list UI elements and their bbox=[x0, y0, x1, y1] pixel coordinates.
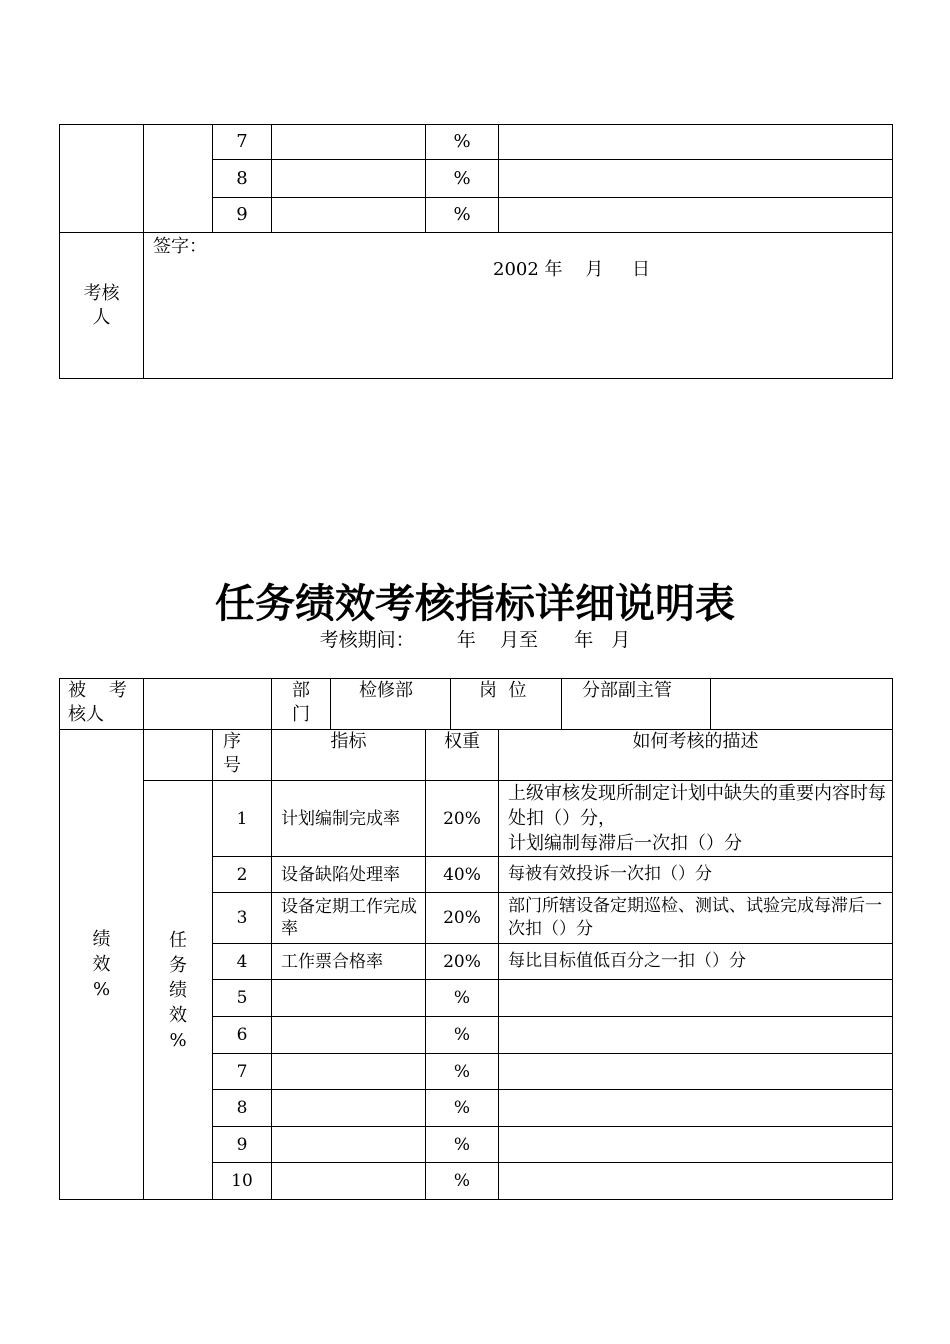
description-cell[interactable] bbox=[499, 857, 893, 893]
signature-area[interactable] bbox=[144, 233, 893, 379]
blank-cell bbox=[60, 125, 144, 233]
table-row bbox=[60, 125, 893, 160]
post-extra-field[interactable] bbox=[711, 679, 893, 730]
post-value[interactable]: 分部副主管 bbox=[562, 679, 711, 730]
indicator-cell[interactable] bbox=[272, 980, 426, 1017]
task-performance-char: 务 bbox=[169, 954, 187, 976]
indicator-cell[interactable] bbox=[272, 125, 426, 160]
description-cell[interactable] bbox=[499, 980, 893, 1017]
weight-cell[interactable]: % bbox=[426, 1054, 499, 1090]
weight-cell[interactable]: 40% bbox=[426, 857, 499, 893]
performance-label-char: 绩 bbox=[92, 929, 111, 950]
description-line: 每被有效投诉一次扣（）分 bbox=[508, 864, 712, 884]
weight-cell[interactable]: % bbox=[426, 1163, 499, 1200]
assessor-label-line2: 人 bbox=[92, 306, 111, 328]
description-line: 上级审核发现所制定计划中缺失的重要内容时每处扣（）分， bbox=[508, 783, 886, 829]
assessment-period: 考核期间： 年 月至 年 月 bbox=[319, 629, 631, 651]
weight-cell[interactable]: % bbox=[426, 1017, 499, 1054]
blank-cell bbox=[144, 125, 213, 233]
column-header-number-line2: 号 bbox=[223, 755, 241, 776]
indicator-cell[interactable]: 设备缺陷处理率 bbox=[272, 857, 426, 893]
top-table bbox=[59, 124, 893, 379]
task-performance-char: 效 bbox=[169, 1004, 187, 1026]
description-line: 计划编制每滞后一次扣（）分 bbox=[508, 833, 742, 854]
row-number: 8 bbox=[213, 1090, 272, 1127]
indicator-cell[interactable] bbox=[272, 1090, 426, 1127]
assessee-name-field[interactable] bbox=[144, 679, 272, 730]
weight-cell[interactable]: % bbox=[426, 198, 499, 233]
description-cell[interactable] bbox=[499, 198, 893, 233]
performance-label bbox=[60, 730, 144, 1200]
weight-cell[interactable]: % bbox=[426, 980, 499, 1017]
weight-cell[interactable]: 20% bbox=[426, 893, 499, 944]
weight-cell[interactable]: 20% bbox=[426, 944, 499, 980]
description-cell[interactable] bbox=[499, 160, 893, 198]
performance-label-char: 效 bbox=[92, 954, 111, 975]
task-performance-char: 任 bbox=[169, 929, 187, 951]
assessor-row bbox=[60, 233, 893, 379]
indicator-cell[interactable]: 设备定期工作完成率 bbox=[272, 893, 426, 944]
description-cell[interactable] bbox=[499, 1127, 893, 1163]
description-cell[interactable] bbox=[499, 1163, 893, 1200]
indicator-cell[interactable] bbox=[272, 1163, 426, 1200]
row-number: 10 bbox=[213, 1163, 272, 1200]
indicator-cell[interactable] bbox=[272, 1054, 426, 1090]
column-header-number-line1: 序 bbox=[223, 731, 241, 752]
row-number: 1 bbox=[213, 781, 272, 857]
description-cell[interactable] bbox=[499, 1090, 893, 1127]
column-header-indicator: 指标 bbox=[272, 730, 426, 781]
assessor-label-line1: 考核 bbox=[83, 282, 120, 304]
description-cell[interactable] bbox=[499, 781, 893, 857]
table-row bbox=[60, 781, 893, 857]
description-cell[interactable] bbox=[499, 1017, 893, 1054]
indicator-cell[interactable]: 工作票合格率 bbox=[272, 944, 426, 980]
row-number: 4 bbox=[213, 944, 272, 980]
row-number: 2 bbox=[213, 857, 272, 893]
row-number: 7 bbox=[213, 125, 272, 160]
row-number: 7 bbox=[213, 1054, 272, 1090]
column-header-description: 如何考核的描述 bbox=[499, 730, 893, 781]
row-number: 9 bbox=[213, 198, 272, 233]
weight-cell[interactable]: % bbox=[426, 125, 499, 160]
description-cell[interactable] bbox=[499, 1054, 893, 1090]
description-line: 每比目标值低百分之一扣（）分 bbox=[508, 951, 746, 971]
description-cell[interactable] bbox=[499, 944, 893, 980]
column-header-number bbox=[213, 730, 272, 781]
blank-cell bbox=[144, 730, 213, 781]
assessor-label bbox=[60, 233, 144, 379]
department-label-line1: 部 bbox=[292, 680, 310, 701]
performance-label-char: % bbox=[92, 979, 111, 1000]
task-performance-label bbox=[144, 781, 213, 1200]
row-number: 5 bbox=[213, 980, 272, 1017]
weight-cell[interactable]: 20% bbox=[426, 781, 499, 857]
row-number: 3 bbox=[213, 893, 272, 944]
column-header-row bbox=[60, 730, 893, 781]
task-performance-char: 绩 bbox=[169, 979, 187, 1001]
main-table bbox=[59, 678, 893, 1200]
weight-cell[interactable]: % bbox=[426, 160, 499, 198]
page-title: 任务绩效考核指标详细说明表 bbox=[215, 581, 735, 627]
indicator-cell[interactable] bbox=[272, 1127, 426, 1163]
description-cell[interactable] bbox=[499, 125, 893, 160]
column-header-weight: 权重 bbox=[426, 730, 499, 781]
post-label: 岗 位 bbox=[451, 679, 562, 730]
row-number: 6 bbox=[213, 1017, 272, 1054]
task-performance-char: % bbox=[169, 1029, 187, 1051]
department-label-line2: 门 bbox=[292, 704, 310, 725]
indicator-cell[interactable] bbox=[272, 198, 426, 233]
row-number: 8 bbox=[213, 160, 272, 198]
header-info-row bbox=[60, 679, 893, 730]
department-label bbox=[272, 679, 331, 730]
department-value[interactable]: 检修部 bbox=[331, 679, 451, 730]
row-number: 9 bbox=[213, 1127, 272, 1163]
description-line: 部门所辖设备定期巡检、测试、试验完成每滞后一次扣（）分 bbox=[508, 896, 882, 939]
signature-label: 签字： bbox=[153, 236, 207, 257]
assessee-label-line2: 核人 bbox=[68, 704, 104, 725]
description-cell[interactable] bbox=[499, 893, 893, 944]
indicator-cell[interactable]: 计划编制完成率 bbox=[272, 781, 426, 857]
assessee-label-line1: 被 考 bbox=[68, 680, 127, 701]
sign-date: 2002 年 月 日 bbox=[493, 259, 651, 280]
indicator-cell[interactable] bbox=[272, 160, 426, 198]
indicator-cell[interactable] bbox=[272, 1017, 426, 1054]
weight-cell[interactable]: % bbox=[426, 1090, 499, 1127]
weight-cell[interactable]: % bbox=[426, 1127, 499, 1163]
assessee-label bbox=[60, 679, 144, 730]
